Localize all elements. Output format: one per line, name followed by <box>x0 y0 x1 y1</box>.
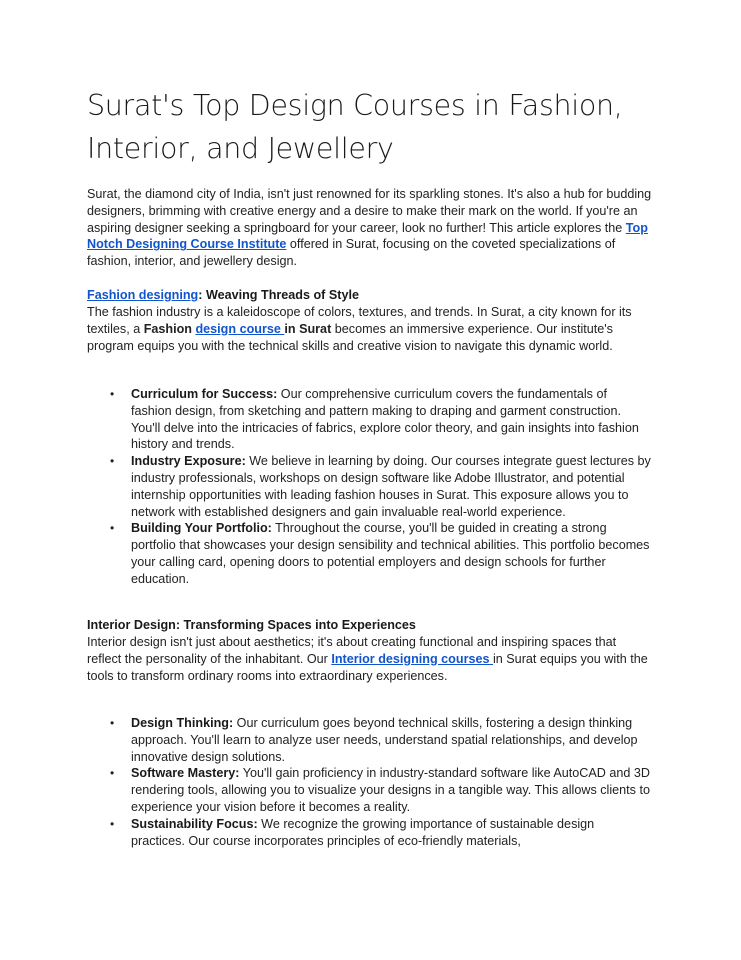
fashion-bold-2: in Surat <box>284 321 332 336</box>
bullet-label: Industry Exposure: <box>131 454 246 469</box>
bullet-icon: • <box>110 816 115 831</box>
interior-para-text-2: in Surat equips you with the tools to transform ordinary rooms into extraordinary experiences. <box>87 651 648 683</box>
bullet-label: Sustainability Focus: <box>131 816 258 831</box>
top-notch-institute-link[interactable]: Top Notch Designing Course Institute <box>87 220 648 252</box>
bullet-label: Design Thinking: <box>131 716 234 730</box>
intro-text-2: offered in Surat, focusing on the coveted specializations of fashion, interior, and jewellery design. <box>87 237 616 269</box>
fashion-bullet-list <box>110 386 651 588</box>
interior-paragraph <box>87 634 652 684</box>
bullet-icon: • <box>110 387 115 401</box>
list-item <box>110 715 651 765</box>
fashion-designing-link[interactable]: Fashion designing <box>87 288 199 302</box>
interior-heading <box>87 617 652 634</box>
interior-heading-text: Interior Design: Transforming Spaces into Experiences <box>87 618 416 632</box>
bullet-text: We believe in learning by doing. Our courses integrate guest lectures by industry professionals, workshops on design software like Adobe Illustrator, and potential internship opportunities with leading fashion houses in Surat. This exposure allows you to network with established designers and gain invaluable real-world experience. <box>131 454 651 519</box>
page-title: Surat's Top Design Courses in Fashion, Interior, and Jewellery <box>87 89 623 165</box>
intro-paragraph <box>87 186 652 270</box>
list-item <box>110 386 651 453</box>
fashion-paragraph <box>87 304 652 354</box>
fashion-heading <box>87 287 652 304</box>
intro-text-1: Surat, the diamond city of India, isn't just renowned for its sparkling stones. It's also a hub for budding designers, brimming with creative energy and a desire to make their mark on the world. If you're an aspiring designer seeking a springboard for your career, look no further! This article explores the <box>87 187 652 235</box>
fashion-heading-text: : Weaving Threads of Style <box>198 288 359 302</box>
bullet-text: Throughout the course, you'll be guided in creating a strong portfolio that showcases your design sensibility and technical abilities. This portfolio becomes your calling card, opening doors to potential employers and design schools for further education. <box>131 521 650 586</box>
interior-bullet-list <box>110 715 651 849</box>
bullet-text: Our comprehensive curriculum covers the fundamentals of fashion design, from sketching and pattern making to draping and garment construction. You'll delve into the intricacies of fabrics, explore color theory, and gain insights into fashion history and trends. <box>131 387 639 452</box>
design-course-link[interactable]: design course <box>195 321 285 336</box>
interior-designing-courses-link[interactable]: Interior designing courses <box>331 651 493 666</box>
bullet-label: Curriculum for Success: <box>131 387 278 401</box>
list-item <box>110 816 651 850</box>
bullet-text: You'll gain proficiency in industry-standard software like AutoCAD and 3D rendering tools, allowing you to visualize your designs in a tangible way. This allows clients to experience your vision before it becomes a reality. <box>131 766 651 814</box>
fashion-para-text-2: becomes an immersive experience. Our institute's program equips you with the technical skills and creative vision to navigate this dynamic world. <box>87 321 613 353</box>
list-item <box>110 520 651 587</box>
bullet-icon: • <box>110 766 115 781</box>
fashion-para-text-1: The fashion industry is a kaleidoscope of colors, textures, and trends. In Surat, a city known for its textiles, a <box>87 305 632 336</box>
bullet-icon: • <box>110 716 115 730</box>
bullet-icon: • <box>110 454 115 469</box>
list-item <box>110 453 651 520</box>
bullet-label: Software Mastery: <box>131 766 240 781</box>
bullet-icon: • <box>110 521 115 536</box>
bullet-text: We recognize the growing importance of sustainable design practices. Our course incorporates principles of eco-friendly materials, <box>131 816 595 848</box>
list-item <box>110 765 651 815</box>
bullet-label: Building Your Portfolio: <box>131 521 272 536</box>
fashion-bold-1: Fashion <box>143 321 196 336</box>
interior-para-text-1: Interior design isn't just about aesthetics; it's about creating functional and inspiring spaces that reflect the personality of the inhabitant. Our <box>87 635 617 666</box>
bullet-text: Our curriculum goes beyond technical skills, fostering a design thinking approach. You'll learn to analyze user needs, understand spatial relationships, and develop innovative design solutions. <box>131 716 638 764</box>
